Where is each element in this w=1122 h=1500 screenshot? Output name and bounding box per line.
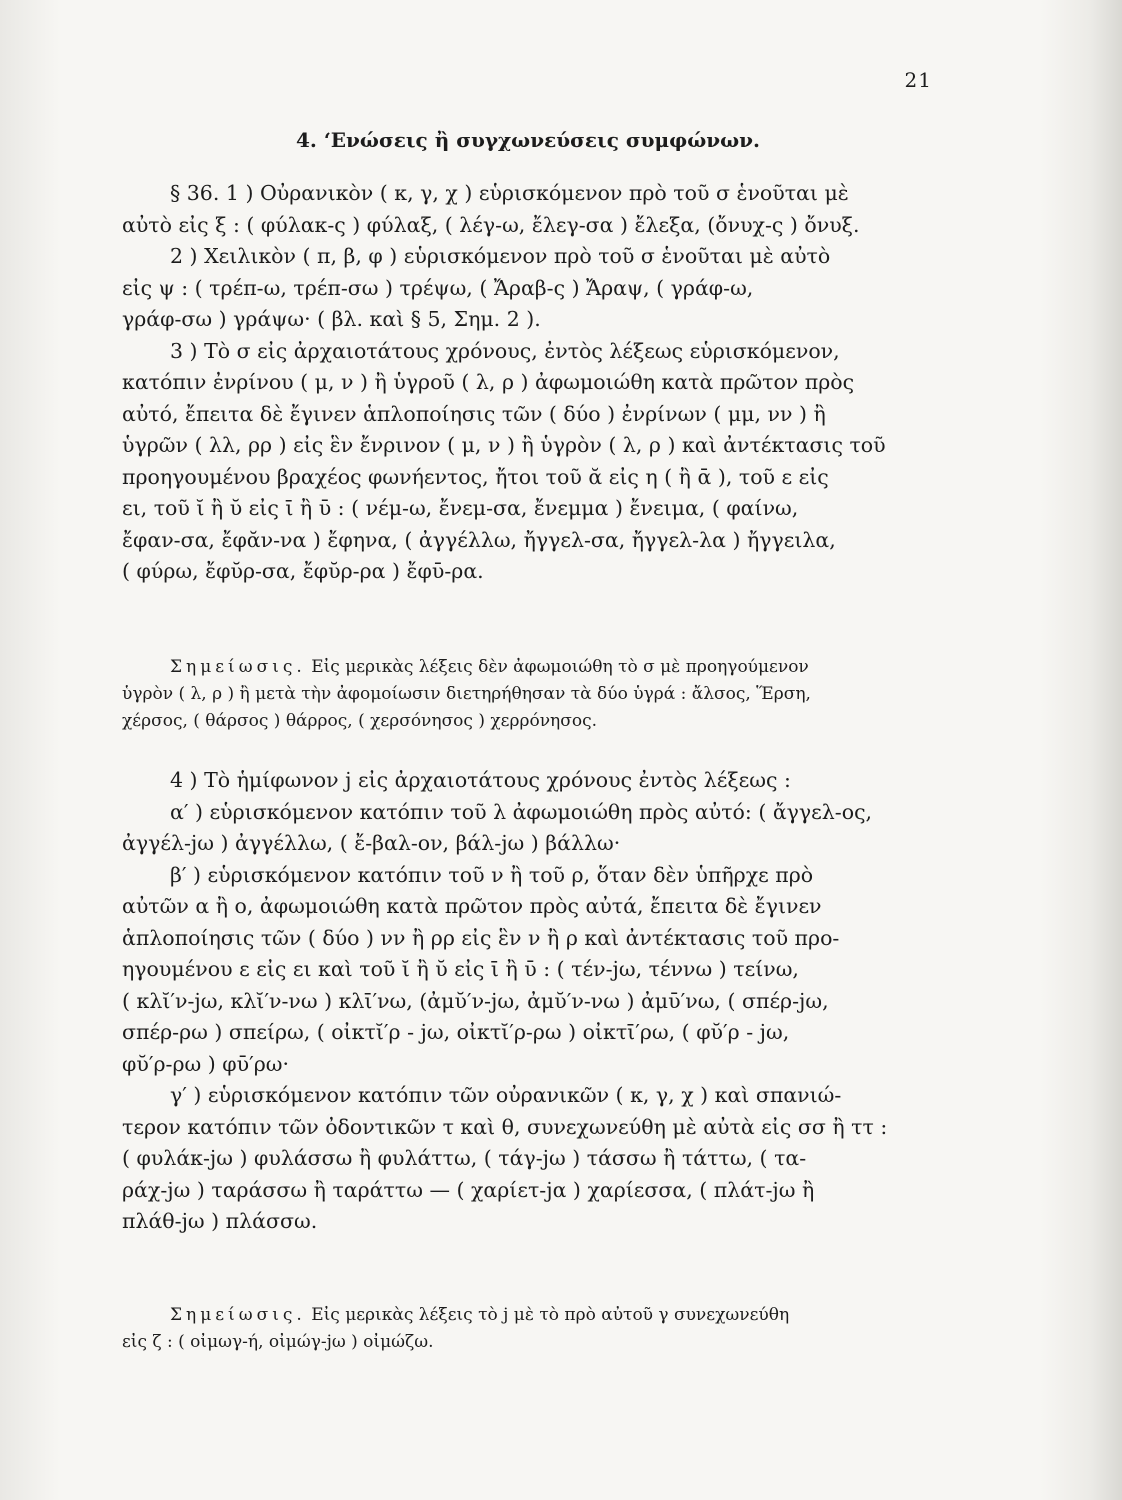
text-line: 4 ) Τὸ ἡμίφωνον j εἰς ἀρχαιοτάτους χρόνους ἐντὸς λέξεως : (170, 768, 791, 792)
text-line: ράχ-jω ) ταράσσω ἢ ταράττω — ( χαρίετ-jα ) χαρίεσσα, ( πλάτ-jω ἢ (122, 1177, 815, 1202)
text-line: τερον κατόπιν τῶν ὀδοντικῶν τ καὶ θ, συνεχωνεύθη μὲ αὐτὰ εἰς σσ ἢ ττ : (122, 1114, 888, 1139)
section-title: 4. ‘Ενώσεις ἢ συγχωνεύσεις συμφώνων. (296, 128, 761, 152)
text-line: αὐτό, ἔπειτα δὲ ἔγινεν ἁπλοποίησις τῶν ( δύο ) ἐνρίνων ( μμ, νν ) ἢ (122, 401, 826, 426)
text-line: ὑγρὸν ( λ, ρ ) ἢ μετὰ τὴν ἀφομοίωσιν διετηρήθησαν τὰ δύο ὑγρά : ἄλσος, Ἕρση, (122, 684, 811, 704)
text-line: ἀγγέλ-jω ) ἀγγέλλω, ( ἔ-βαλ-ον, βάλ-jω ) βάλλω· (122, 831, 621, 855)
text-line: εἰς ζ : ( οἰμωγ-ή, οἰμώγ-jω ) οἰμώζω. (122, 1332, 434, 1352)
note-text: Εἰς μερικὰς λέξεις δὲν ἀφωμοιώθη τὸ σ μὲ προηγούμενον (311, 657, 809, 677)
text-line: γ′ ) εὑρισκόμενον κατόπιν τῶν οὐρανικῶν ( κ, γ, χ ) καὶ σπανιώ- (170, 1083, 842, 1107)
paragraph-36-4 (122, 765, 942, 1238)
text-line: ( φύρω, ἔφῠρ-σα, ἔφῠρ-ρα ) ἔφῡ-ρα. (122, 559, 484, 583)
text-line: σπέρ-ρω ) σπείρω, ( οἰκτῐ′ρ - jω, οἰκτῐ′ρ-ρω ) οἰκτῑ′ρω, ( φῠ′ρ - jω, (122, 1020, 790, 1044)
text-line: προηγουμένου βραχέος φωνήεντος, ἤτοι τοῦ ᾰ εἰς η ( ἢ ᾱ ), τοῦ ε εἰς (122, 464, 829, 489)
paragraph-36-1-3 (122, 178, 942, 588)
text-line: γράφ-σω ) γράψω· ( βλ. καὶ § 5, Σημ. 2 ). (122, 307, 541, 331)
text-line: πλάθ-jω ) πλάσσω. (122, 1209, 318, 1233)
text-line: ηγουμένου ε εἰς ει καὶ τοῦ ῐ ἢ ῠ εἰς ῑ ἢ ῡ : ( τέν-jω, τέννω ) τείνω, (122, 957, 799, 981)
note-label: Σημείωσις. (170, 657, 306, 677)
text-line: ἁπλοποίησις τῶν ( δύο ) νν ἢ ρρ εἰς ἓν ν ἢ ρ καὶ ἀντέκτασις τοῦ προ- (122, 925, 840, 950)
note-label: Σημείωσις. (170, 1305, 306, 1325)
text-line: ἔφαν-σα, ἔφᾰν-να ) ἔφηνα, ( ἀγγέλλω, ἤγγελ-σα, ἤγγελ-λα ) ἤγγειλα, (122, 527, 836, 552)
text-line: α′ ) εὑρισκόμενον κατόπιν τοῦ λ ἀφωμοιώθη πρὸς αὐτό: ( ἄγγελ-ος, (170, 799, 873, 824)
text-line: 2 ) Χειλικὸν ( π, β, φ ) εὑρισκόμενον πρὸ τοῦ σ ἑνοῦται μὲ αὐτὸ (170, 244, 831, 268)
text-line (122, 1302, 942, 1329)
text-line: κατόπιν ἐνρίνου ( μ, ν ) ἢ ὑγροῦ ( λ, ρ ) ἀφωμοιώθη κατὰ πρῶτον πρὸς (122, 370, 855, 394)
page-number: 21 (904, 68, 932, 92)
text-line: ὑγρῶν ( λλ, ρρ ) εἰς ἓν ἔνρινον ( μ, ν ) ἢ ὑγρὸν ( λ, ρ ) καὶ ἀντέκτασις τοῦ (122, 433, 886, 457)
text-line: χέρσος, ( θάρσος ) θάρρος, ( χερσόνησος ) χερρόνησος. (122, 711, 597, 731)
note-1 (122, 654, 942, 735)
note-text: Εἰς μερικὰς λέξεις τὸ j μὲ τὸ πρὸ αὐτοῦ γ συνεχωνεύθη (311, 1305, 790, 1325)
text-line: § 36. 1 ) Οὐρανικὸν ( κ, γ, χ ) εὑρισκόμενον πρὸ τοῦ σ ἑνοῦται μὲ (170, 181, 849, 205)
note-2 (122, 1302, 942, 1356)
text-line: φῠ′ρ-ρω ) φῡ′ρω· (122, 1051, 290, 1076)
text-line: αὐτῶν α ἢ ο, ἀφωμοιώθη κατὰ πρῶτον πρὸς αὐτά, ἔπειτα δὲ ἔγινεν (122, 894, 822, 918)
text-line: εἰς ψ : ( τρέπ-ω, τρέπ-σω ) τρέψω, ( Ἄραβ-ς ) Ἄραψ, ( γράφ-ω, (122, 275, 754, 300)
text-line: 3 ) Τὸ σ εἰς ἀρχαιοτάτους χρόνους, ἐντὸς λέξεως εὑρισκόμενον, (170, 338, 840, 363)
text-line: ( κλῐ′ν-jω, κλῐ′ν-νω ) κλῑ′νω, (ἀμῠ′ν-jω, ἀμῠ′ν-νω ) ἀμῡ′νω, ( σπέρ-jω, (122, 988, 829, 1013)
text-line: ( φυλάκ-jω ) φυλάσσω ἢ φυλάττω, ( τάγ-jω ) τάσσω ἢ τάττω, ( τα- (122, 1146, 807, 1170)
text-line: αὐτὸ εἰς ξ : ( φύλακ-ς ) φύλαξ, ( λέγ-ω, ἔλεγ-σα ) ἔλεξα, (ὄνυχ-ς ) ὄνυξ. (122, 212, 860, 237)
text-line: β′ ) εὑρισκόμενον κατόπιν τοῦ ν ἢ τοῦ ρ, ὅταν δὲν ὑπῆρχε πρὸ (170, 862, 814, 887)
text-line: ει, τοῦ ῐ ἢ ῠ εἰς ῑ ἢ ῡ : ( νέμ-ω, ἔνεμ-σα, ἔνεμμα ) ἔνειμα, ( φαίνω, (122, 496, 799, 520)
text-line (122, 654, 942, 681)
